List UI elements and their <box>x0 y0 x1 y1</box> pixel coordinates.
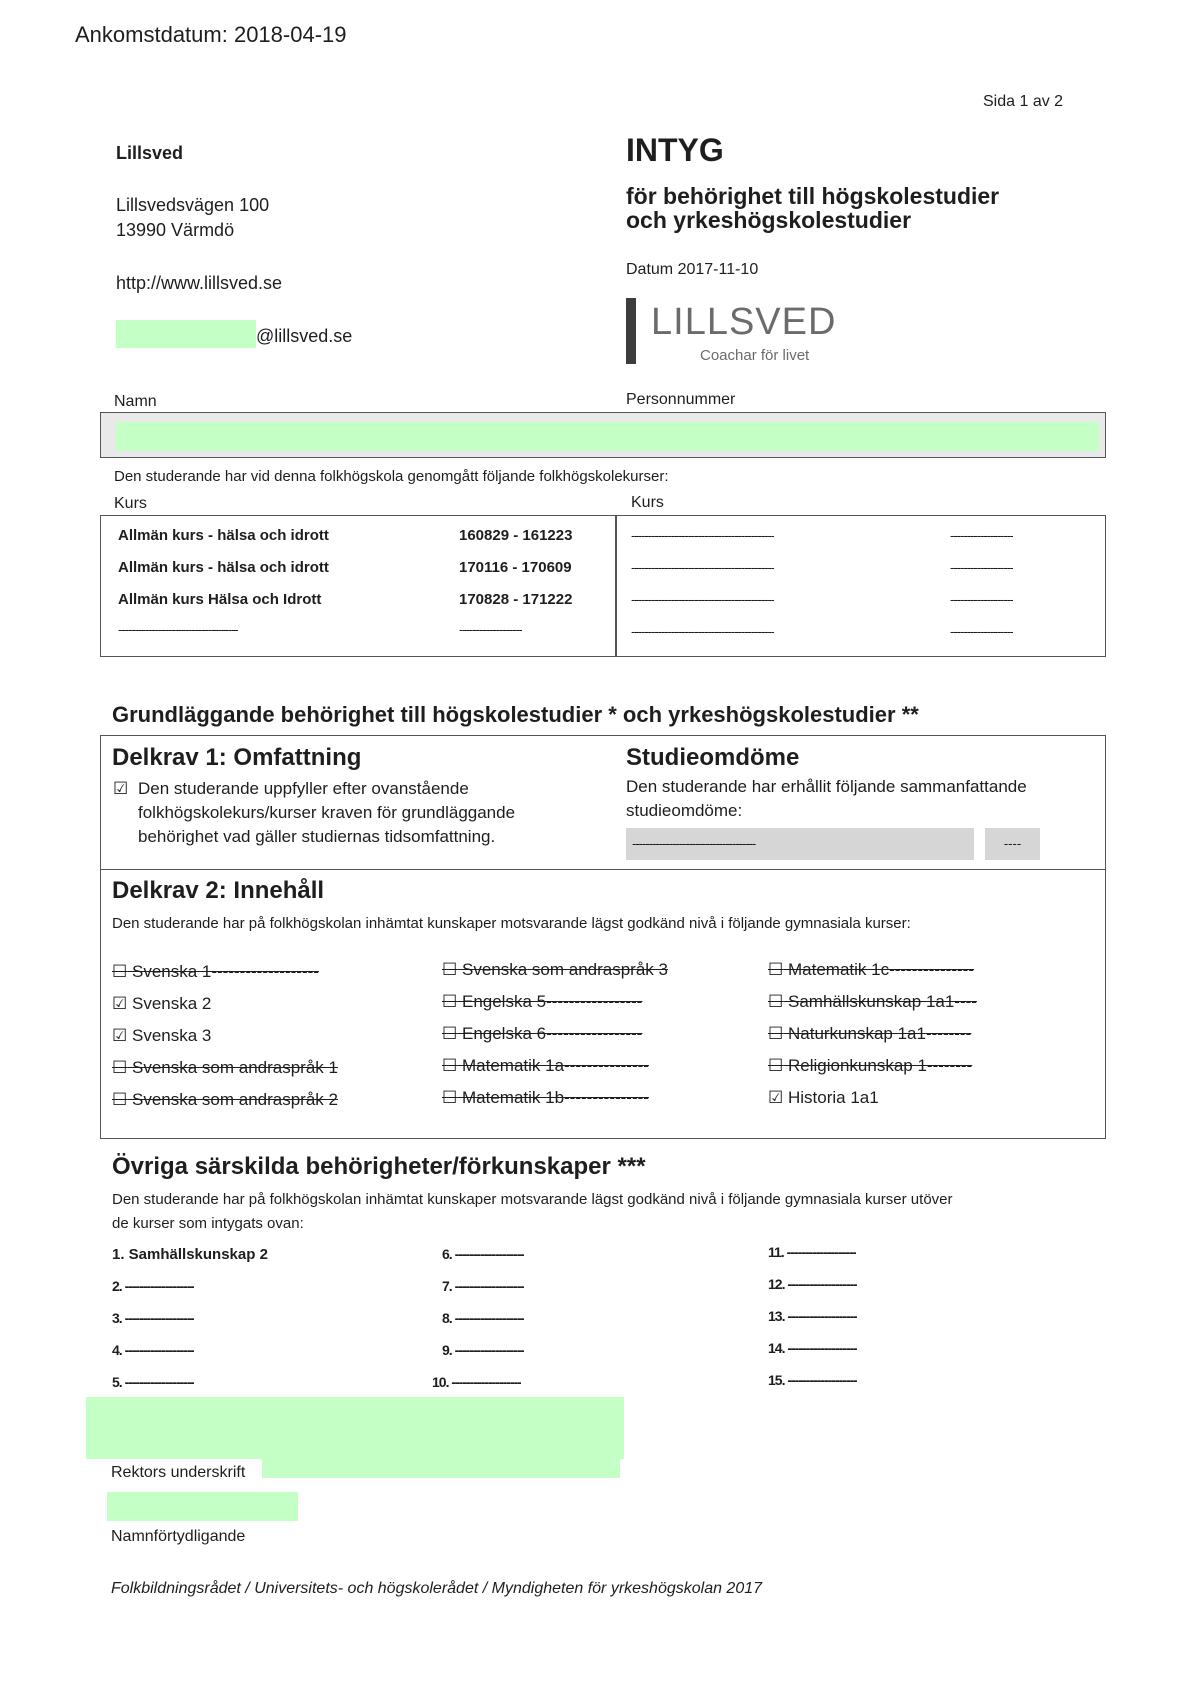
course-right-name: ------------------------------------------- <box>631 560 775 575</box>
extra-item: 10. ------------------- <box>432 1374 521 1390</box>
delkrav2-text: Den studerande har på folkhögskolan inhämtat kunskaper motsvarande lägst godkänd nivå i följande gymnasiala kurser: <box>112 915 911 932</box>
subject-item: ☐ Matematik 1c--------------- <box>768 960 974 979</box>
course-name: Allmän kurs Hälsa och Idrott <box>118 591 322 608</box>
checkbox-icon: ☐ <box>442 992 458 1011</box>
checkbox-checked-icon: ☑ <box>112 1026 128 1045</box>
subject-item: ☐ Matematik 1a--------------- <box>442 1056 649 1075</box>
course-right-name: ------------------------------------------- <box>631 528 775 543</box>
school-street: Lillsvedsvägen 100 <box>116 195 270 215</box>
course-right-name: ------------------------------------------- <box>631 592 775 607</box>
checkbox-icon: ☐ <box>442 1056 458 1075</box>
label-namn: Namn <box>114 393 157 410</box>
extra-item: 3. ------------------- <box>112 1310 195 1326</box>
extra-item: 2. ------------------- <box>112 1278 195 1294</box>
extra-item: 14. ------------------- <box>768 1340 857 1356</box>
checkbox-icon: ☐ <box>768 960 784 979</box>
course-dates: 170828 - 171222 <box>459 591 573 608</box>
footer-text: Folkbildningsrådet / Universitets- och högskolerådet / Myndigheten för yrkeshögskolan 2017 <box>111 1580 763 1597</box>
subject-item: ☐ Svenska som andraspråk 1 <box>112 1058 338 1077</box>
subject-item: ☐ Matematik 1b--------------- <box>442 1088 649 1107</box>
studieomdome-value: ------------------------------------- <box>626 828 974 860</box>
doc-title: INTYG <box>626 132 724 168</box>
extra-item: 5. ------------------- <box>112 1374 195 1390</box>
delkrav1-title: Delkrav 1: Omfattning <box>112 744 362 771</box>
subject-item: ☐ Naturkunskap 1a1-------- <box>768 1024 972 1043</box>
extra-item: 13. ------------------- <box>768 1308 857 1324</box>
courses-intro: Den studerande har vid denna folkhögskola genomgått följande folkhögskolekurser: <box>114 468 669 485</box>
course-right-name: ------------------------------------------- <box>631 624 775 639</box>
course-right-dates: ------------------- <box>950 528 1014 543</box>
logo-bar <box>626 298 636 364</box>
redacted-signature-tail <box>262 1457 620 1478</box>
school-web: http://www.lillsved.se <box>116 273 283 293</box>
checkbox-icon: ☐ <box>112 1090 128 1109</box>
subject-item: ☑ Svenska 2 <box>112 994 212 1013</box>
delkrav1-checkbox: ☑ <box>113 779 129 798</box>
extra-item: 15. ------------------- <box>768 1372 857 1388</box>
checkbox-icon: ☐ <box>768 1024 784 1043</box>
subject-item: ☑ Historia 1a1 <box>768 1088 879 1107</box>
checkbox-icon: ☐ <box>112 962 128 981</box>
section2-heading: Övriga särskilda behörigheter/förkunskaper *** <box>112 1153 646 1180</box>
redacted-name <box>116 422 1099 451</box>
doc-date: Datum 2017-11-10 <box>626 261 759 278</box>
course-dates: 160829 - 161223 <box>459 527 573 544</box>
course-name: Allmän kurs - hälsa och idrott <box>118 527 329 544</box>
page-number: Sida 1 av 2 <box>983 93 1064 110</box>
checkbox-icon: ☐ <box>442 960 458 979</box>
logo-tagline: Coachar för livet <box>700 347 810 364</box>
redacted-signature <box>86 1397 624 1459</box>
subject-item: ☐ Religionkunskap 1-------- <box>768 1056 973 1075</box>
subject-item: ☐ Svenska som andraspråk 2 <box>112 1090 338 1109</box>
section2-text-2: de kurser som intygats ovan: <box>112 1215 304 1232</box>
extra-item: 9. ------------------- <box>442 1342 525 1358</box>
extra-item: 6. ------------------- <box>442 1246 525 1262</box>
checkbox-icon: ☐ <box>768 1056 784 1075</box>
printed-name-label: Namnförtydligande <box>111 1528 246 1545</box>
course-right-dates: ------------------- <box>950 592 1014 607</box>
subject-item: ☐ Engelska 5----------------- <box>442 992 643 1011</box>
section1-heading: Grundläggande behörighet till högskolestudier * och yrkeshögskolestudier ** <box>112 702 919 727</box>
label-kurs-left: Kurs <box>114 495 147 512</box>
school-name: Lillsved <box>116 143 184 163</box>
course-name-empty: ------------------------------------ <box>118 622 238 637</box>
course-dates: 170116 - 170609 <box>459 559 572 576</box>
delkrav2-title: Delkrav 2: Innehåll <box>112 877 325 904</box>
subject-item: ☐ Samhällskunskap 1a1---- <box>768 992 977 1011</box>
delkrav1-line-1: Den studerande uppfyller efter ovanstående <box>138 779 469 798</box>
extra-item: 11. ------------------- <box>768 1244 857 1260</box>
checkbox-icon: ☐ <box>442 1024 458 1043</box>
label-kurs-right: Kurs <box>631 494 664 511</box>
course-right-dates: ------------------- <box>950 624 1014 639</box>
section2-text-1: Den studerande har på folkhögskolan inhämtat kunskaper motsvarande lägst godkänd nivå i följande gymnasiala kurser utöver <box>112 1191 953 1208</box>
extra-item: 12. ------------------- <box>768 1276 857 1292</box>
checkbox-checked-icon: ☑ <box>768 1088 784 1107</box>
checkbox-checked-icon: ☑ <box>112 994 128 1013</box>
subject-item: ☐ Engelska 6----------------- <box>442 1024 643 1043</box>
subject-item: ☐ Svenska som andraspråk 3 <box>442 960 668 979</box>
delkrav1-line-2: folkhögskolekurs/kurser kraven för grundläggande <box>138 803 516 822</box>
checkbox-icon: ☐ <box>442 1088 458 1107</box>
school-email: @lillsved.se <box>256 326 353 346</box>
checkbox-icon: ☐ <box>112 1058 128 1077</box>
label-personnummer: Personnummer <box>626 391 736 408</box>
course-name: Allmän kurs - hälsa och idrott <box>118 559 329 576</box>
extra-item: 7. ------------------- <box>442 1278 525 1294</box>
redacted-email-user <box>116 320 256 348</box>
doc-subtitle-1: för behörighet till högskolestudier <box>626 183 1000 209</box>
redacted-printed-name <box>107 1492 298 1521</box>
extra-item: 8. ------------------- <box>442 1310 525 1326</box>
signature-label: Rektors underskrift <box>111 1464 246 1481</box>
course-right-dates: ------------------- <box>950 560 1014 575</box>
studieomdome-line-2: studieomdöme: <box>626 801 743 820</box>
checkbox-icon: ☐ <box>768 992 784 1011</box>
delkrav1-line-3: behörighet vad gäller studiernas tidsomfattning. <box>138 827 496 846</box>
logo-wordmark: LILLSVED <box>651 301 837 343</box>
studieomdome-grade: ---- <box>985 828 1040 860</box>
arrival-date: Ankomstdatum: 2018-04-19 <box>75 22 347 47</box>
courses-divider <box>615 515 617 657</box>
studieomdome-title: Studieomdöme <box>626 744 800 771</box>
course-dates-empty: ------------------- <box>459 622 523 637</box>
extra-item: 1. Samhällskunskap 2 <box>112 1246 268 1263</box>
subject-item: ☐ Svenska 1------------------- <box>112 962 319 981</box>
doc-subtitle-2: och yrkeshögskolestudier <box>626 207 912 233</box>
extra-item: 4. ------------------- <box>112 1342 195 1358</box>
studieomdome-line-1: Den studerande har erhållit följande sammanfattande <box>626 777 1027 796</box>
subject-item: ☑ Svenska 3 <box>112 1026 212 1045</box>
school-city: 13990 Värmdö <box>116 220 235 240</box>
